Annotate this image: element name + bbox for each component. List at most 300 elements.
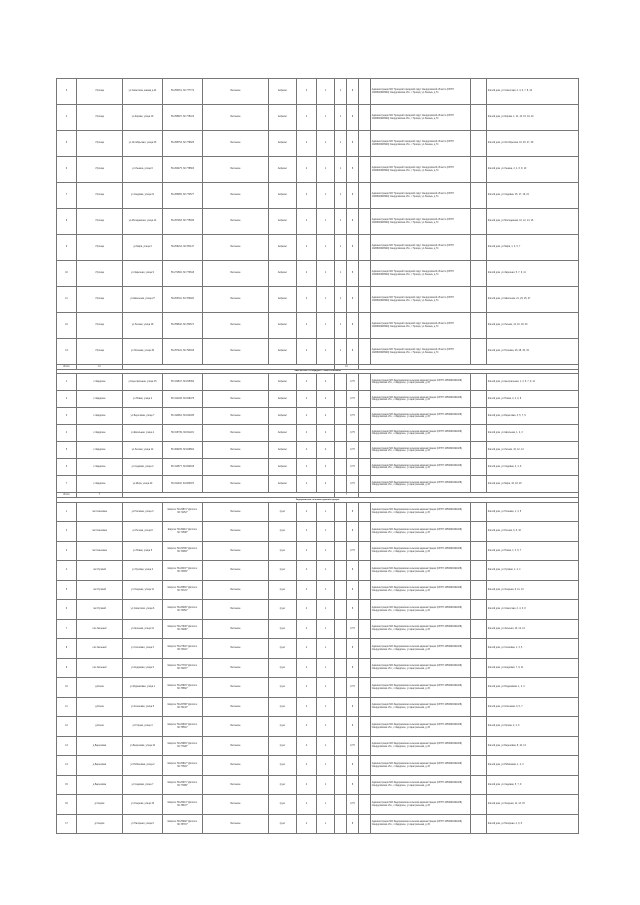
summary-code: 7	[335, 493, 359, 498]
cell-owner: Администрация МО Троицкий городской округ Свердловской области (ОГРН 1026600628920) Свердловская обл., г.Троица, ул.Ленина, д.74	[371, 157, 471, 183]
cell-empty	[471, 502, 487, 522]
cell-sources: Жилой дом, ул.Березовая, 8, 10, 12	[487, 736, 579, 756]
table-row	[57, 522, 579, 542]
summary-count: 11	[77, 365, 123, 370]
cell-empty	[471, 639, 487, 659]
cell-area: 4	[297, 756, 317, 776]
cell-q1: 1	[317, 697, 335, 717]
cell-owner: Администрация МО Троицкий городской округ Свердловской области (ОГРН 1026600628920) Свердловская обл., г.Троица, ул.Ленина, д.74	[371, 209, 471, 235]
cell-coords: Широта: 56.27733° Долгота: 60.74297°	[163, 658, 203, 678]
cell-loc: д.Березовка	[77, 736, 123, 756]
cell-vol: 0,75	[347, 459, 359, 476]
cell-surface: Бетонное	[203, 658, 269, 678]
cell-n: 12	[57, 717, 77, 737]
cell-empty	[471, 717, 487, 737]
cell-empty	[471, 235, 487, 261]
table-row	[57, 183, 579, 209]
cell-vol: 0,75	[347, 374, 359, 391]
cell-empty	[359, 580, 371, 600]
cell-empty	[359, 814, 371, 834]
cell-loc: г.Троица	[77, 287, 123, 313]
cell-street: ул.Березовая, улица 10	[123, 736, 163, 756]
cell-surface: Бетонное	[203, 131, 269, 157]
cell-sources: Жилой дом, ул.Школьная, 21, 23, 25, 27	[487, 287, 579, 313]
cell-street: ул.Полевая, улица 30	[123, 339, 163, 365]
cell-empty	[359, 795, 371, 815]
cell-street: ул.Октябрьская, улица 45	[123, 131, 163, 157]
table-row	[57, 391, 579, 408]
cell-area: 4	[297, 374, 317, 391]
cell-surface: Бетонное	[203, 261, 269, 287]
cell-sources: Жилой дом, ул.Полевая, 1, 3, 5	[487, 502, 579, 522]
cell-vol: 0,75	[347, 619, 359, 639]
cell-q2	[335, 639, 347, 659]
cell-sources: Жилой дом, ул.Садовая, 5, 7, 9	[487, 775, 579, 795]
cell-loc: с.Задорное	[77, 442, 123, 459]
cell-loc: с.Задорное	[77, 374, 123, 391]
cell-loc: г.Троица	[77, 209, 123, 235]
cell-q1: 2	[317, 408, 335, 425]
table-row	[57, 795, 579, 815]
cell-cover: Асфальт	[269, 442, 297, 459]
cell-surface: Бетонное	[203, 795, 269, 815]
cell-q1: 1	[317, 313, 335, 339]
cell-empty	[471, 183, 487, 209]
cell-q1: 1	[317, 580, 335, 600]
cell-n: 2	[57, 391, 77, 408]
cell-street: ул.Садовая, улица 21	[123, 183, 163, 209]
cell-loc: с.Задорное	[77, 476, 123, 493]
cell-coords: 56.310964, 60.812035	[163, 408, 203, 425]
cell-vol: 0,75	[347, 678, 359, 698]
cell-surface: Бетонное	[203, 209, 269, 235]
cell-empty	[359, 157, 371, 183]
cell-empty	[471, 374, 487, 391]
cell-sources: Жилой дом, ул.Советская, 2, 4, 6, 7, 8, 44	[487, 79, 579, 105]
table-row	[57, 287, 579, 313]
cell-empty	[359, 131, 371, 157]
cell-empty	[471, 619, 487, 639]
cell-n: 4	[57, 425, 77, 442]
cell-surface: Бетонное	[203, 183, 269, 209]
cell-coords: Широта: 56.25092° Долгота: 60.78715°	[163, 814, 203, 834]
cell-q1: 1	[317, 561, 335, 581]
cell-q2: 1	[335, 287, 347, 313]
cell-owner: Администрация МО Задорнянская сельская администрация (ОГРН 1056600491028) Свердловская обл., с.Задорное, ул.Центральная, д.15	[371, 476, 471, 493]
cell-empty	[471, 476, 487, 493]
cell-area: 4	[297, 814, 317, 834]
cell-surface: Бетонное	[203, 580, 269, 600]
table-row	[57, 79, 579, 105]
cell-cover: Асфальт	[269, 459, 297, 476]
cell-empty	[471, 425, 487, 442]
cell-empty	[359, 541, 371, 561]
cell-loc: г.Троица	[77, 339, 123, 365]
cell-n: 13	[57, 339, 77, 365]
cell-n: 17	[57, 814, 77, 834]
cell-area: 4	[297, 408, 317, 425]
cell-sources: Жилой дом, ул.Молодежная, 10, 12, 14, 16	[487, 209, 579, 235]
cell-coords: 56.267283, 60.775946	[163, 209, 203, 235]
table-row	[57, 261, 579, 287]
table-row	[57, 313, 579, 339]
table-row	[57, 502, 579, 522]
cell-empty	[359, 600, 371, 620]
section-title: Задорнянская сельская администрация	[57, 498, 579, 502]
cell-q2: 1	[335, 209, 347, 235]
cell-street: ул.Озерная, улица 11	[123, 580, 163, 600]
summary-label: Итого	[57, 493, 77, 498]
cell-sources: Жилой дом, ул.Кедровая, 7, 9, 11	[487, 658, 579, 678]
cell-cover: Асфальт	[269, 408, 297, 425]
cell-q1: 2	[317, 442, 335, 459]
cell-n: 15	[57, 775, 77, 795]
cell-street: ул.Горная, улица 4	[123, 717, 163, 737]
cell-empty	[471, 561, 487, 581]
cell-q2	[335, 502, 347, 522]
cell-coords: 56.257422, 60.790318	[163, 339, 203, 365]
cell-owner: Администрация МО Троицкий городской округ Свердловской области (ОГРН 1026600628920) Свердловская обл., г.Троица, ул.Ленина, д.74	[371, 79, 471, 105]
cell-surface: Бетонное	[203, 79, 269, 105]
cell-street: ул.Советская, улица 6	[123, 600, 163, 620]
cell-surface: Бетонное	[203, 408, 269, 425]
cell-sources: Жилой дом, ул.Лесная, 10, 12, 14	[487, 442, 579, 459]
cell-cover: грунт	[269, 541, 297, 561]
cell-cover: Асфальт	[269, 79, 297, 105]
cell-q2	[335, 425, 347, 442]
cell-cover: Асфальт	[269, 105, 297, 131]
cell-empty	[359, 235, 371, 261]
cell-loc: г.Троица	[77, 79, 123, 105]
cell-street: ул.Ключевая, улица 5	[123, 697, 163, 717]
table-row	[57, 756, 579, 776]
cell-empty	[359, 639, 371, 659]
cell-sources: Жилой дом, ул.Береговая, 3, 5, 7, 9	[487, 408, 579, 425]
summary-count: 7	[77, 493, 123, 498]
cell-sources: Жилой дом, ул.Лесная, 14, 16, 18, 20	[487, 313, 579, 339]
cell-q2: 1	[335, 183, 347, 209]
cell-q2	[335, 459, 347, 476]
cell-n: 11	[57, 287, 77, 313]
table-row	[57, 717, 579, 737]
cell-cover: Асфальт	[269, 313, 297, 339]
cell-q1: 1	[317, 814, 335, 834]
cell-area: 2	[297, 287, 317, 313]
table-row	[57, 339, 579, 365]
cell-empty	[471, 391, 487, 408]
cell-empty	[359, 339, 371, 365]
cell-street: ул.Зеленая, улица 14	[123, 619, 163, 639]
cell-surface: Бетонное	[203, 105, 269, 131]
cell-loc: пос.Смеховка	[77, 502, 123, 522]
cell-loc: г.Троица	[77, 235, 123, 261]
cell-coords: Широта: 56.27648° Долгота: 60.74486°	[163, 619, 203, 639]
cell-cover: Асфальт	[269, 287, 297, 313]
table-row	[57, 736, 579, 756]
cell-q1: 1	[317, 756, 335, 776]
cell-coords: 56.265965, 60.772577	[163, 183, 203, 209]
cell-q1: 1	[317, 339, 335, 365]
cell-cover: грунт	[269, 600, 297, 620]
cell-vol: 8	[347, 814, 359, 834]
cell-n: 6	[57, 157, 77, 183]
cell-vol: 0,75	[347, 391, 359, 408]
cell-q1: 1	[317, 131, 335, 157]
cell-loc: пос.Луговой	[77, 600, 123, 620]
cell-area: 4	[297, 717, 317, 737]
cell-area: 4	[297, 678, 317, 698]
section-title: ЗАКРЫТЫЕ ПЛОЩАДКИ С НАКОПЛЕНИЕМ	[57, 369, 579, 373]
table-row	[57, 561, 579, 581]
cell-area: 4	[297, 442, 317, 459]
cell-loc: с.Задорное	[77, 391, 123, 408]
cell-empty	[359, 678, 371, 698]
cell-vol: 8	[347, 131, 359, 157]
cell-cover: Асфальт	[269, 425, 297, 442]
cell-loc: пос.Зеленый	[77, 619, 123, 639]
cell-vol: 0,75	[347, 736, 359, 756]
cell-coords: 56.312847, 60.815392	[163, 374, 203, 391]
cell-owner: Администрация МО Задорнянская сельская администрация (ОГРН 1056600491028) Свердловская обл., с.Задорное, ул.Центральная, д.15	[371, 391, 471, 408]
cell-street: ул.Мира, улица 3	[123, 235, 163, 261]
cell-sources: Жилой дом, ул.Полевая, 26, 28, 30, 32	[487, 339, 579, 365]
cell-empty	[471, 678, 487, 698]
cell-owner: Администрация МО Задорнянская сельская администрация (ОГРН 1056600491028) Свердловская обл., с.Задорное, ул.Центральная, д.15	[371, 814, 471, 834]
cell-empty	[471, 442, 487, 459]
cell-owner: Администрация МО Задорнянская сельская администрация (ОГРН 1056600491028) Свердловская обл., с.Задорное, ул.Центральная, д.15	[371, 639, 471, 659]
cell-vol: 0,75	[347, 541, 359, 561]
cell-coords: 56.271802, 60.773618	[163, 261, 203, 287]
cell-n: 4	[57, 105, 77, 131]
cell-q2	[335, 408, 347, 425]
cell-empty	[359, 619, 371, 639]
cell-n: 4	[57, 561, 77, 581]
cell-empty	[359, 476, 371, 493]
cell-n: 9	[57, 658, 77, 678]
cell-q2	[335, 775, 347, 795]
cell-sources: Жилой дом, ул.Луговая, 1, 2, 4	[487, 561, 579, 581]
cell-owner: Администрация МО Задорнянская сельская администрация (ОГРН 1056600491028) Свердловская обл., с.Задорное, ул.Центральная, д.15	[371, 522, 471, 542]
cell-street: ул.Лесная, улица 18	[123, 313, 163, 339]
cell-q1: 1	[317, 795, 335, 815]
cell-empty	[359, 313, 371, 339]
table-row	[57, 476, 579, 493]
cell-coords: Широта: 56.26788° Долгота: 60.76143°	[163, 697, 203, 717]
cell-coords: 56.268753, 60.779625	[163, 131, 203, 157]
cell-loc: пос.Смеховка	[77, 541, 123, 561]
cell-sources: Жилой дом, ул.Горная, 2, 4, 6	[487, 717, 579, 737]
cell-q1: 1	[317, 658, 335, 678]
cell-empty	[471, 408, 487, 425]
cell-owner: Администрация МО Задорнянская сельская администрация (ОГРН 1056600491028) Свердловская обл., с.Задорное, ул.Центральная, д.15	[371, 580, 471, 600]
cell-cover: грунт	[269, 678, 297, 698]
cell-owner: Администрация МО Задорнянская сельская администрация (ОГРН 1056600491028) Свердловская обл., с.Задорное, ул.Центральная, д.15	[371, 795, 471, 815]
table-row	[57, 600, 579, 620]
cell-sources: Жилой дом, ул.Заречная, 5, 7, 9, 11	[487, 261, 579, 287]
cell-loc: д.Ключи	[77, 678, 123, 698]
cell-surface: Бетонное	[203, 313, 269, 339]
table-row	[57, 209, 579, 235]
cell-surface: Бетонное	[203, 476, 269, 493]
cell-q2: 1	[335, 131, 347, 157]
cell-empty	[471, 157, 487, 183]
cell-coords: Широта: 56.25214° Долгота: 60.78437°	[163, 795, 203, 815]
cell-street: ул.Новая, улица 2	[123, 391, 163, 408]
cell-q1: 1	[317, 639, 335, 659]
cell-empty	[471, 697, 487, 717]
cell-q2	[335, 658, 347, 678]
cell-coords: 56.313577, 60.822618	[163, 459, 203, 476]
cell-n: 1	[57, 374, 77, 391]
cell-cover: грунт	[269, 502, 297, 522]
cell-loc: с.Задорное	[77, 459, 123, 476]
cell-sources: Жилой дом, ул.Зеленая, 10, 12, 14	[487, 619, 579, 639]
cell-n: 9	[57, 235, 77, 261]
cell-street: ул.Лесная, улица 12	[123, 442, 163, 459]
cell-q1: 1	[317, 235, 335, 261]
table-row	[57, 408, 579, 425]
cell-q1: 1	[317, 79, 335, 105]
cell-q2	[335, 717, 347, 737]
cell-n: 3	[57, 408, 77, 425]
cell-coords: Широта: 56.29766° Долгота: 60.70983°	[163, 541, 203, 561]
cell-coords: 56.269214, 60.781147	[163, 235, 203, 261]
cell-owner: Администрация МО Задорнянская сельская администрация (ОГРН 1056600491028) Свердловская обл., с.Задорное, ул.Центральная, д.15	[371, 541, 471, 561]
cell-q1: 1	[317, 502, 335, 522]
cell-loc: д.Ключи	[77, 717, 123, 737]
cell-cover: Асфальт	[269, 391, 297, 408]
cell-q1: 2	[317, 459, 335, 476]
cell-cover: Асфальт	[269, 157, 297, 183]
cell-q1: 2	[317, 425, 335, 442]
cell-q2	[335, 795, 347, 815]
cell-cover: Асфальт	[269, 183, 297, 209]
cell-street: ул.Молодежная, улица 14	[123, 209, 163, 235]
cell-area: 4	[297, 658, 317, 678]
cell-coords: 56.315739, 60.811221	[163, 425, 203, 442]
cell-n: 10	[57, 261, 77, 287]
cell-empty	[359, 459, 371, 476]
cell-cover: грунт	[269, 639, 297, 659]
cell-empty	[359, 261, 371, 287]
cell-vol: 8	[347, 79, 359, 105]
cell-q2	[335, 619, 347, 639]
cell-surface: Бетонное	[203, 600, 269, 620]
cell-cover: Асфальт	[269, 131, 297, 157]
cell-n: 8	[57, 209, 77, 235]
cell-area: 2	[297, 209, 317, 235]
cell-area: 4	[297, 639, 317, 659]
cell-coords: Широта: 56.27502° Долгота: 60.74811°	[163, 639, 203, 659]
cell-street: ул.Школьная, улица 1	[123, 425, 163, 442]
cell-empty	[359, 697, 371, 717]
cell-surface: Бетонное	[203, 425, 269, 442]
cell-cover: Асфальт	[269, 339, 297, 365]
cell-street: ул.Центральная, улица 15	[123, 374, 163, 391]
cell-sources: Жилой дом, ул.Ключевая, 3, 5, 7	[487, 697, 579, 717]
cell-sources: Жилой дом, ул.Рябиновая, 1, 2, 3	[487, 756, 579, 776]
cell-coords: Широта: 56.25983° Долгота: 60.77328°	[163, 736, 203, 756]
cell-vol: 8	[347, 561, 359, 581]
cell-q2	[335, 374, 347, 391]
cell-area: 2	[297, 313, 317, 339]
cell-owner: Администрация МО Троицкий городской округ Свердловской области (ОГРН 1026600628920) Свердловская обл., г.Троица, ул.Ленина, д.74	[371, 105, 471, 131]
registry-table	[56, 78, 579, 834]
cell-empty	[471, 261, 487, 287]
cell-q2	[335, 476, 347, 493]
cell-q1: 1	[317, 522, 335, 542]
cell-cover: грунт	[269, 814, 297, 834]
cell-sources: Жилой дом, ул.Ленина, 2, 4, 6, 8, 10	[487, 157, 579, 183]
cell-n: 7	[57, 476, 77, 493]
cell-surface: Бетонное	[203, 287, 269, 313]
cell-n: 6	[57, 600, 77, 620]
cell-vol: 8	[347, 717, 359, 737]
cell-vol: 8	[347, 339, 359, 365]
cell-owner: Администрация МО Задорнянская сельская администрация (ОГРН 1056600491028) Свердловская обл., с.Задорное, ул.Центральная, д.15	[371, 619, 471, 639]
cell-empty	[359, 209, 371, 235]
table-row	[57, 639, 579, 659]
cell-n: 2	[57, 522, 77, 542]
cell-coords: 56.258907, 60.778413	[163, 105, 203, 131]
cell-surface: Бетонное	[203, 736, 269, 756]
cell-coords: 56.263311, 60.769022	[163, 287, 203, 313]
cell-empty	[471, 756, 487, 776]
cell-owner: Администрация МО Задорнянская сельская администрация (ОГРН 1056600491028) Свердловская обл., с.Задорное, ул.Центральная, д.15	[371, 697, 471, 717]
cell-sources: Жилой дом, ул.Нагорная, 4, 6, 8	[487, 814, 579, 834]
cell-n: 7	[57, 619, 77, 639]
cell-surface: Бетонное	[203, 697, 269, 717]
cell-q1: 1	[317, 717, 335, 737]
cell-vol: 8	[347, 697, 359, 717]
cell-sources: Жилой дом, ул.Речная, 6, 8, 10	[487, 522, 579, 542]
cell-area: 4	[297, 522, 317, 542]
cell-empty	[471, 105, 487, 131]
cell-q2: 1	[335, 157, 347, 183]
cell-area: 2	[297, 157, 317, 183]
cell-sources: Жилой дом, ул.Центральная, 1, 3, 5, 7, 9, 11	[487, 374, 579, 391]
cell-q2: 1	[335, 339, 347, 365]
cell-vol: 8	[347, 639, 359, 659]
cell-empty	[471, 814, 487, 834]
cell-vol: 8	[347, 287, 359, 313]
cell-empty	[471, 459, 487, 476]
cell-area: 4	[297, 775, 317, 795]
cell-empty	[359, 717, 371, 737]
cell-sources: Жилой дом, ул.Мира, 1, 3, 5, 7	[487, 235, 579, 261]
cell-empty	[471, 131, 487, 157]
cell-cover: грунт	[269, 658, 297, 678]
cell-q2	[335, 442, 347, 459]
cell-q2	[335, 561, 347, 581]
cell-vol: 0,75	[347, 408, 359, 425]
cell-sources: Жилой дом, ул.Кирова, 1, 11, 13, 15, 19, 22	[487, 105, 579, 131]
cell-street: ул.Родниковая, улица 1	[123, 678, 163, 698]
cell-coords: Широта: 56.28581° Долгота: 60.73724°	[163, 580, 203, 600]
cell-n: 11	[57, 697, 77, 717]
cell-loc: г.Троица	[77, 131, 123, 157]
cell-empty	[359, 287, 371, 313]
cell-empty	[471, 658, 487, 678]
cell-street: ул.Советская, южная д.44	[123, 79, 163, 105]
cell-q2: 1	[335, 313, 347, 339]
cell-empty	[359, 79, 371, 105]
summary-code: 11	[335, 365, 359, 370]
cell-area: 4	[297, 459, 317, 476]
cell-area: 4	[297, 619, 317, 639]
table-row	[57, 658, 579, 678]
cell-area: 2	[297, 131, 317, 157]
